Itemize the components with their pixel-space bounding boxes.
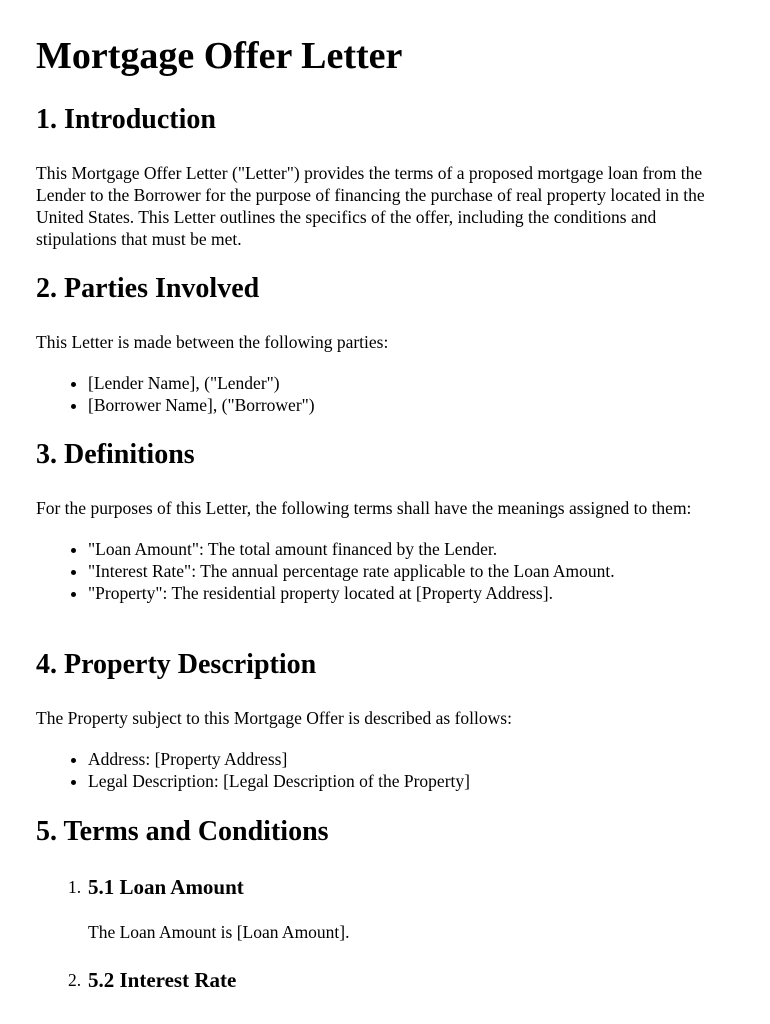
section-heading-parties: 2. Parties Involved	[36, 273, 260, 304]
parties-paragraph: This Letter is made between the following parties:	[36, 332, 389, 352]
section-parties	[36, 272, 736, 416]
subsection-heading-loan-amount: 5.1 Loan Amount	[88, 875, 244, 899]
list-item: • "Loan Amount": The total amount financed by the Lender.	[88, 538, 736, 560]
document-title: Mortgage Offer Letter	[36, 35, 403, 77]
section-heading-property: 4. Property Description	[36, 649, 317, 680]
subsection-heading-interest-rate: 5.2 Interest Rate	[88, 968, 237, 992]
section-terms	[36, 815, 736, 849]
list-item: • Legal Description: [Legal Description of the Property]	[88, 770, 736, 792]
subsection-number: 2.	[68, 970, 82, 990]
list-item: • "Property": The residential property located at [Property Address].	[88, 582, 736, 604]
section-introduction	[36, 103, 736, 250]
section-heading-terms: 5. Terms and Conditions	[36, 816, 329, 847]
definitions-list	[36, 538, 736, 604]
list-item: • "Interest Rate": The annual percentage rate applicable to the Loan Amount.	[88, 560, 736, 582]
list-item: • [Borrower Name], ("Borrower")	[88, 394, 736, 416]
section-property	[36, 648, 736, 792]
property-paragraph: The Property subject to this Mortgage Offer is described as follows:	[36, 708, 512, 728]
section-definitions	[36, 438, 736, 604]
list-item: • Address: [Property Address]	[88, 748, 736, 770]
list-item: • [Lender Name], ("Lender")	[88, 372, 736, 394]
subsection-number: 1.	[68, 877, 82, 897]
section-heading-definitions: 3. Definitions	[36, 439, 195, 470]
loan-amount-paragraph: The Loan Amount is [Loan Amount].	[88, 922, 350, 942]
parties-list	[36, 372, 736, 416]
introduction-paragraph: This Mortgage Offer Letter ("Letter") provides the terms of a proposed mortgage loan from the Lender to the Borrower for the purpose of financing the purchase of real property located in the United States. This Letter outlines the specifics of the offer, including the conditions and stipulations that must be met.	[36, 163, 705, 249]
section-heading-introduction: 1. Introduction	[36, 104, 216, 135]
property-list	[36, 748, 736, 792]
definitions-paragraph: For the purposes of this Letter, the following terms shall have the meanings assigned to them:	[36, 498, 692, 518]
